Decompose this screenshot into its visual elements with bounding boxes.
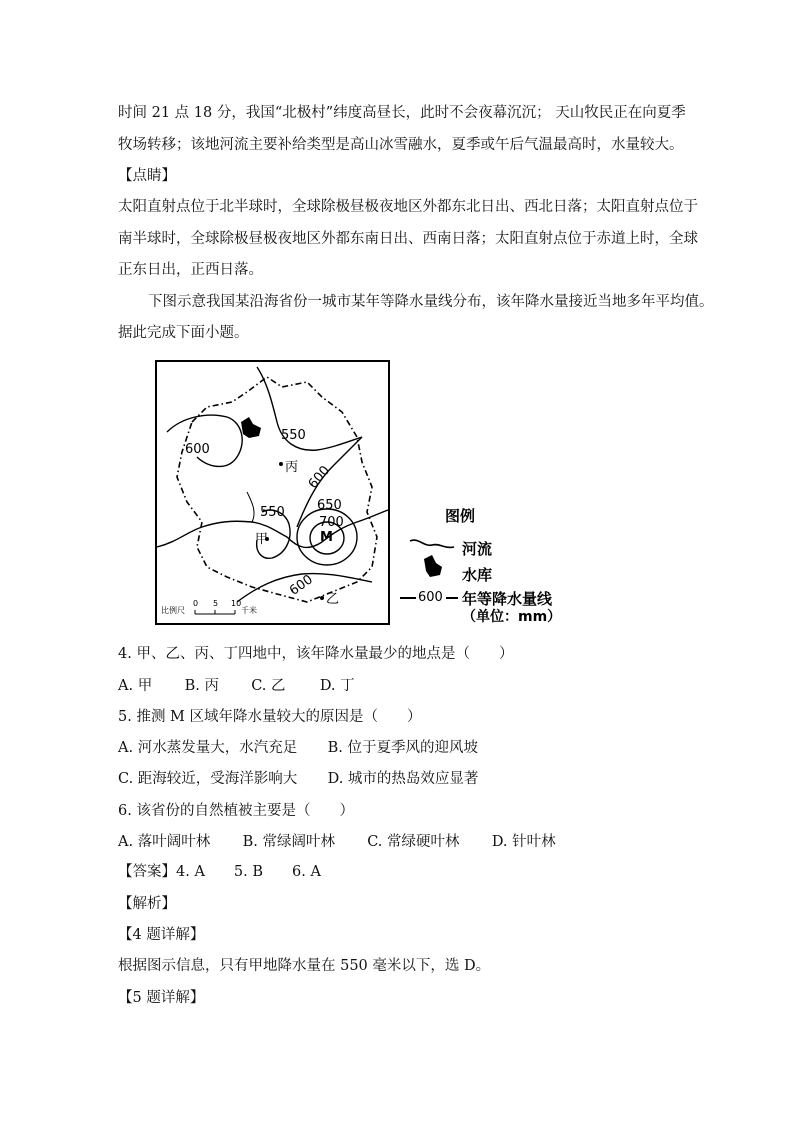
contour-label: 550	[281, 428, 306, 443]
legend-isoline-label: 年等降水量线	[462, 590, 553, 608]
scale-tick: 0	[193, 599, 199, 608]
contour-600-west	[167, 415, 242, 466]
legend-isoline-symbol	[400, 597, 416, 599]
place-dot-yi	[320, 596, 324, 600]
contour-550-north	[257, 367, 362, 450]
contour-label: 650	[317, 498, 342, 513]
scale-label: 比例尺	[161, 606, 185, 615]
option: D. 丁	[319, 678, 355, 694]
precipitation-map	[155, 360, 390, 625]
question-options	[118, 738, 478, 758]
question-options	[118, 832, 556, 852]
contour-label: 600	[286, 572, 316, 599]
option: C. 距海较近，受海洋影响大	[118, 771, 298, 787]
map-drawing	[157, 362, 388, 623]
option: C. 乙	[251, 678, 286, 694]
place-label-bing: 丙	[285, 460, 299, 475]
legend-title: 图例	[445, 507, 476, 525]
option: C. 常绿硬叶林	[367, 834, 460, 850]
q4-detail: 根据图示信息，只有甲地降水量在 550 毫米以下，选 D。	[118, 958, 491, 974]
option: A. 甲	[118, 678, 153, 694]
paragraph-line: 据此完成下面小题。	[118, 325, 249, 341]
option: B. 位于夏季风的迎风坡	[327, 740, 478, 756]
paragraph-line: 南半球时，全球除极昼极夜地区外都东南日出、西南日落；太阳直射点位于赤道上时，全球	[118, 231, 698, 247]
place-label-jia: 甲	[255, 532, 269, 547]
option: A. 河水蒸发量大，水汽充足	[118, 740, 298, 756]
option: A. 落叶阔叶林	[118, 834, 211, 850]
q5-heading: 【5 题详解】	[118, 990, 205, 1006]
scale-tick: 10	[231, 599, 242, 608]
contour-label: 600	[305, 463, 334, 492]
question-stem: 4. 甲、乙、丙、丁四地中，该年降水量最少的地点是（ ）	[118, 646, 514, 662]
place-dot-bing	[279, 462, 283, 466]
legend-river-label: 河流	[462, 540, 493, 558]
option: B. 常绿阔叶林	[242, 834, 335, 850]
option: D. 针叶林	[491, 834, 556, 850]
section-heading: 【点睛】	[118, 168, 176, 184]
paragraph-line: 太阳直射点位于北半球时，全球除极昼极夜地区外都东北日出、西北日落；太阳直射点位于	[118, 199, 698, 215]
legend-isoline-value: 600	[418, 590, 443, 605]
question-stem: 5. 推测 M 区域年降水量较大的原因是（ ）	[118, 709, 422, 725]
contour-label: 550	[260, 505, 285, 520]
legend-isoline-symbol-tail	[446, 597, 458, 599]
river-tributary	[247, 492, 254, 522]
scale-tick: 5	[213, 599, 219, 608]
paragraph-line: 下图示意我国某沿海省份一城市某年等降水量线分布，该年降水量接近当地多年平均值。	[148, 294, 714, 310]
option: D. 城市的热岛效应显著	[327, 771, 479, 787]
paragraph-line: 牧场转移；该地河流主要补给类型是高山冰雪融水，夏季或午后气温最高时，水量较大。	[118, 137, 684, 153]
option: B. 丙	[184, 678, 219, 694]
reservoir-icon	[241, 417, 261, 438]
legend-reservoir-symbol	[424, 555, 442, 577]
place-label-yi: 乙	[326, 592, 340, 607]
paragraph-line: 时间 21 点 18 分，我国“北极村”纬度高昼长，此时不会夜幕沉沉； 天山牧民正在向夏季	[118, 105, 686, 121]
contour-label: 600	[185, 442, 210, 457]
place-label-m: M	[320, 530, 333, 545]
analysis-heading: 【解析】	[118, 896, 176, 912]
paragraph-line: 正东日出，正西日落。	[118, 262, 263, 278]
scale-unit: 千米	[241, 606, 257, 615]
answer-line: 【答案】4. A 5. B 6. A	[118, 864, 321, 880]
question-options	[118, 676, 355, 696]
contour-label: 700	[319, 515, 344, 530]
legend-river-symbol	[410, 540, 454, 547]
legend-unit-label: （单位：mm）	[462, 609, 562, 625]
legend-reservoir-label: 水库	[462, 566, 493, 584]
boundary-line	[177, 377, 377, 602]
q4-heading: 【4 题详解】	[118, 927, 205, 943]
question-stem: 6. 该省份的自然植被主要是（ ）	[118, 803, 354, 819]
question-options	[118, 769, 478, 789]
